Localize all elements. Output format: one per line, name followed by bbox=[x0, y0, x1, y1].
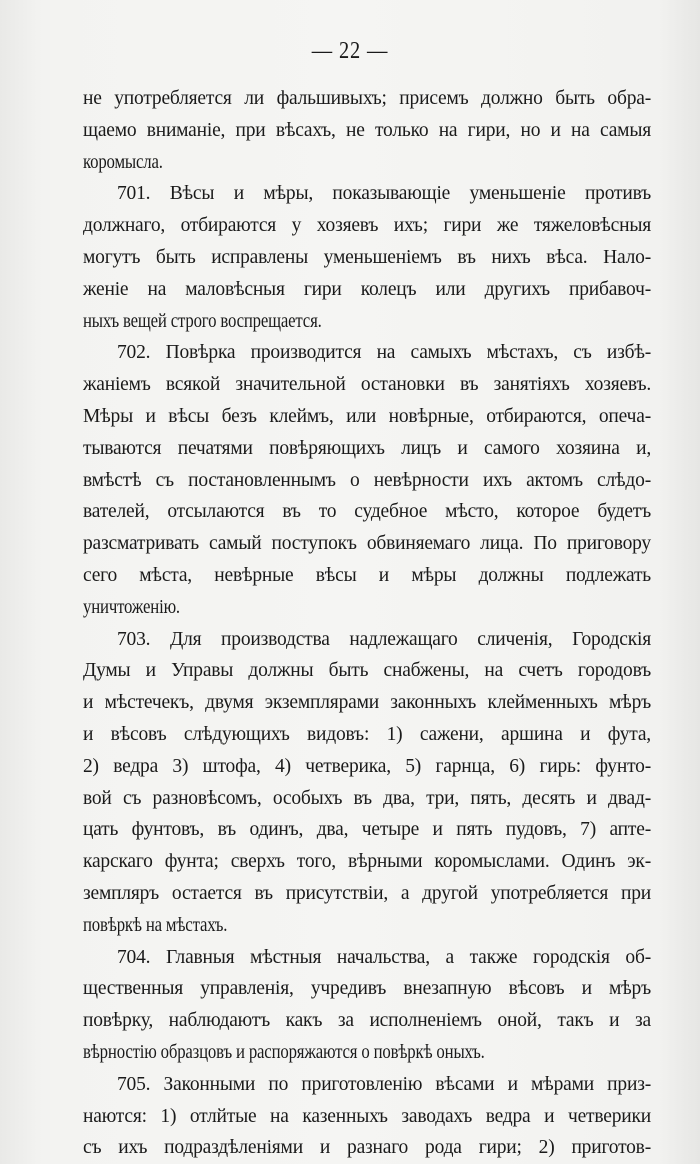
paragraph-704 bbox=[83, 942, 651, 1069]
text-line: тываются печатями повѣряющихъ лицъ и самого хозяина и, bbox=[83, 437, 651, 459]
text-line: вателей, отсылаются въ то судебное мѣсто, которое будетъ bbox=[83, 501, 651, 523]
text-line: щаемо вниманіе, при вѣсахъ, не только на гири, но и на самыя bbox=[83, 119, 651, 141]
text-line: 702. Повѣрка производится на самыхъ мѣстахъ, съ избѣ- bbox=[117, 342, 651, 364]
text-line: ныхъ вещей строго воспрещается. bbox=[83, 310, 322, 332]
text-line: 705. Законными по приготовленію вѣсами и мѣрами приз- bbox=[117, 1073, 651, 1095]
text-line: вой съ разновѣсомъ, особыхъ въ два, три, пять, десять и двад- bbox=[83, 787, 651, 809]
text-line: 2) ведра 3) штофа, 4) четверика, 5) гарнца, 6) гирь: фунто- bbox=[83, 755, 651, 777]
text-line: щественныя управленія, учредивъ внезапную вѣсовъ и мѣръ bbox=[83, 978, 651, 1000]
text-line: и вѣсовъ слѣдующихъ видовъ: 1) сажени, аршина и фута, bbox=[83, 723, 651, 745]
text-line: коромысла. bbox=[83, 151, 163, 173]
text-line: цать фунтовъ, въ одинъ, два, четыре и пять пудовъ, 7) апте- bbox=[83, 819, 651, 841]
text-line: съ ихъ подраздѣленіями и разнаго рода гири; 2) приготов- bbox=[83, 1137, 651, 1159]
text-line: 703. Для производства надлежащаго сличенія, Городскія bbox=[117, 628, 651, 650]
text-line: повѣркѣ на мѣстахъ. bbox=[83, 914, 228, 936]
text-line: земпляръ остается въ присутствіи, а другой употребляется при bbox=[83, 882, 651, 904]
text-line: вѣрностію образцовъ и распоряжаются о повѣркѣ оныхъ. bbox=[83, 1041, 485, 1063]
text-line: могутъ быть исправлены уменьшеніемъ въ нихъ вѣса. Нало- bbox=[83, 246, 651, 268]
paragraph-701 bbox=[83, 178, 651, 337]
paragraph-continuation bbox=[83, 83, 651, 178]
text-line: разсматривать самый поступокъ обвиняемаго лица. По приговору bbox=[83, 533, 651, 555]
text-line: женіе на маловѣсныя гири колецъ или другихъ прибавоч- bbox=[83, 278, 651, 300]
text-line: 704. Главныя мѣстныя начальства, а также городскія об- bbox=[117, 946, 651, 968]
text-line: повѣрку, наблюдаютъ какъ за исполненіемъ оной, такъ и за bbox=[83, 1010, 651, 1032]
paragraph-702 bbox=[83, 337, 651, 623]
text-line: Мѣры и вѣсы безъ клеймъ, или новѣрные, отбираются, опеча- bbox=[83, 405, 651, 427]
text-line: не употребляется ли фальшивыхъ; присемъ должно быть обра- bbox=[83, 88, 651, 109]
text-line: сего мѣста, невѣрные вѣсы и мѣры должны подлежать bbox=[83, 564, 651, 586]
text-line: уничтоженію. bbox=[83, 596, 180, 618]
text-line: 701. Вѣсы и мѣры, показывающіе уменьшеніе противъ bbox=[117, 183, 651, 205]
text-line: карскаго фунта; сверхъ того, вѣрными коромыслами. Одинъ эк- bbox=[83, 851, 651, 873]
text-line: Думы и Управы должны быть снабжены, на счетъ городовъ bbox=[83, 660, 651, 682]
text-line: вмѣстѣ съ постановленнымъ о невѣрности ихъ актомъ слѣдо- bbox=[83, 469, 651, 491]
paragraph-703 bbox=[83, 624, 651, 942]
page-body bbox=[83, 83, 651, 1164]
text-line: и мѣстечекъ, двумя экземплярами законныхъ клейменныхъ мѣръ bbox=[83, 692, 651, 714]
page-number: — 22 — bbox=[311, 38, 389, 64]
text-line: наются: 1) отлйтые на казенныхъ заводахъ ведра и четверики bbox=[83, 1105, 651, 1127]
text-line: жаніемъ всякой значительной остановки въ занятіяхъ хозяевъ. bbox=[83, 374, 651, 396]
paragraph-705 bbox=[83, 1069, 651, 1164]
text-line: должнаго, отбираются у хозяевъ ихъ; гири же тяжеловѣсныя bbox=[83, 215, 651, 237]
